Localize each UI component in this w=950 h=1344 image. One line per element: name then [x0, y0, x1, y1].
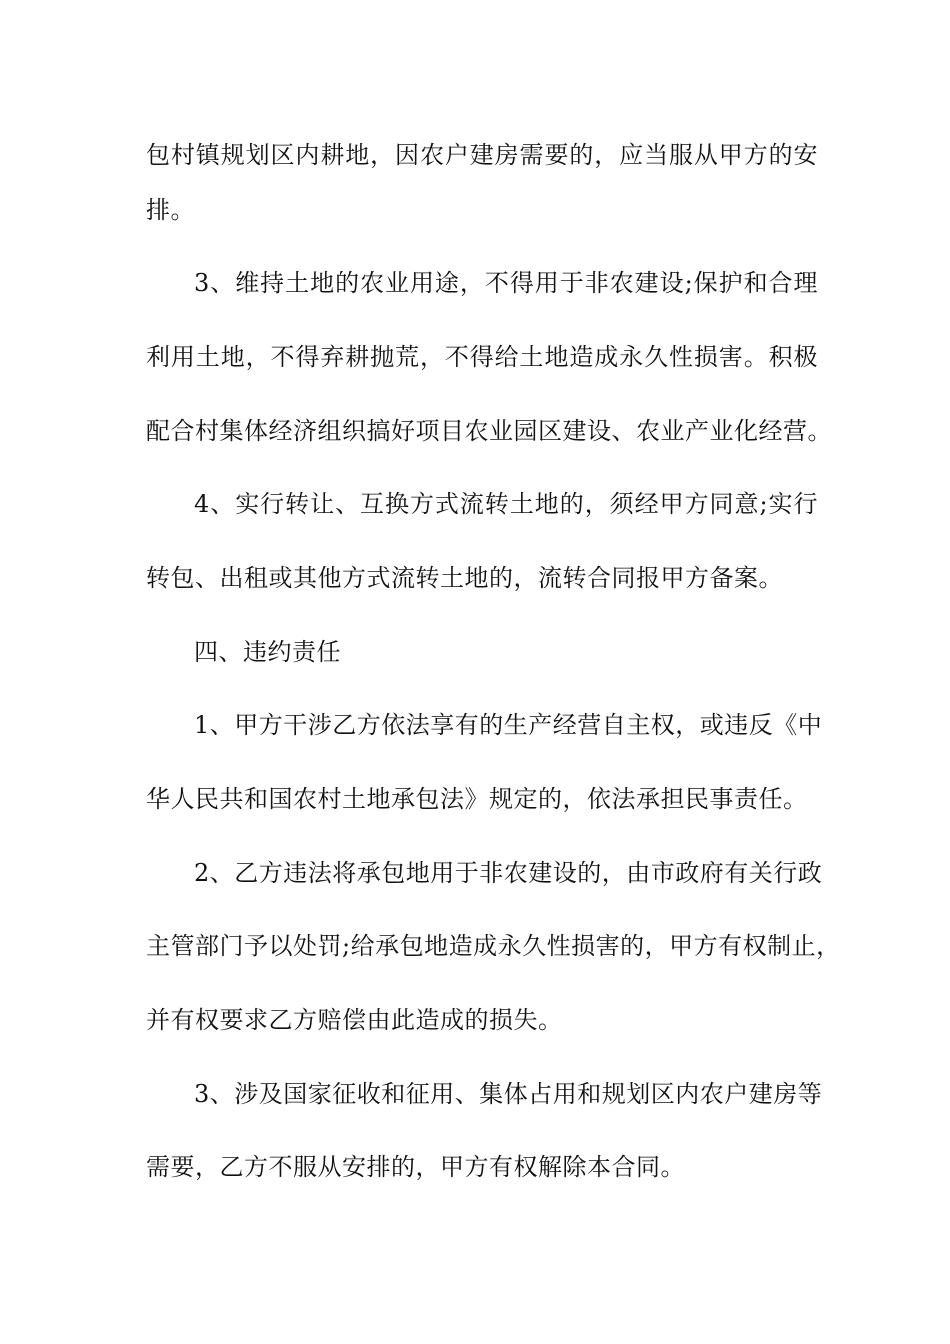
- paragraph-line: 包村镇规划区内耕地，因农户建房需要的，应当服从甲方的安: [146, 141, 818, 169]
- paragraph-line: 华人民共和国农村土地承包法》规定的，依法承担民事责任。: [146, 785, 808, 813]
- paragraph-line: 并有权要求乙方赔偿由此造成的损失。: [146, 1006, 563, 1035]
- paragraph-line: 利用土地，不得弃耕抛荒，不得给土地造成永久性损害。积极: [146, 342, 818, 371]
- paragraph-line: 4、实行转让、互换方式流转土地的，须经甲方同意;实行: [194, 490, 818, 519]
- paragraph-line: 转包、出租或其他方式流转土地的，流转合同报甲方备案。: [146, 563, 783, 592]
- paragraph-line: 1、甲方干涉乙方依法享有的生产经营自主权，或违反《中: [194, 711, 823, 740]
- section-heading: 四、违约责任: [194, 637, 341, 666]
- paragraph-line: 2、乙方违法将承包地用于非农建设的，由市政府有关行政: [194, 858, 823, 887]
- paragraph-line: 主管部门予以处罚;给承包地造成永久性损害的，甲方有权制止，: [146, 932, 841, 961]
- paragraph-line: 需要，乙方不服从安排的，甲方有权解除本合同。: [146, 1153, 685, 1182]
- paragraph-line: 排。: [146, 195, 195, 224]
- document-body: [146, 128, 841, 1195]
- paragraph-line: 3、涉及国家征收和征用、集体占用和规划区内农户建房等: [194, 1079, 823, 1108]
- paragraph-line: 配合村集体经济组织搞好项目农业园区建设、农业产业化经营。: [146, 416, 832, 445]
- paragraph-line: 3、维持土地的农业用途，不得用于非农建设;保护和合理: [194, 269, 818, 298]
